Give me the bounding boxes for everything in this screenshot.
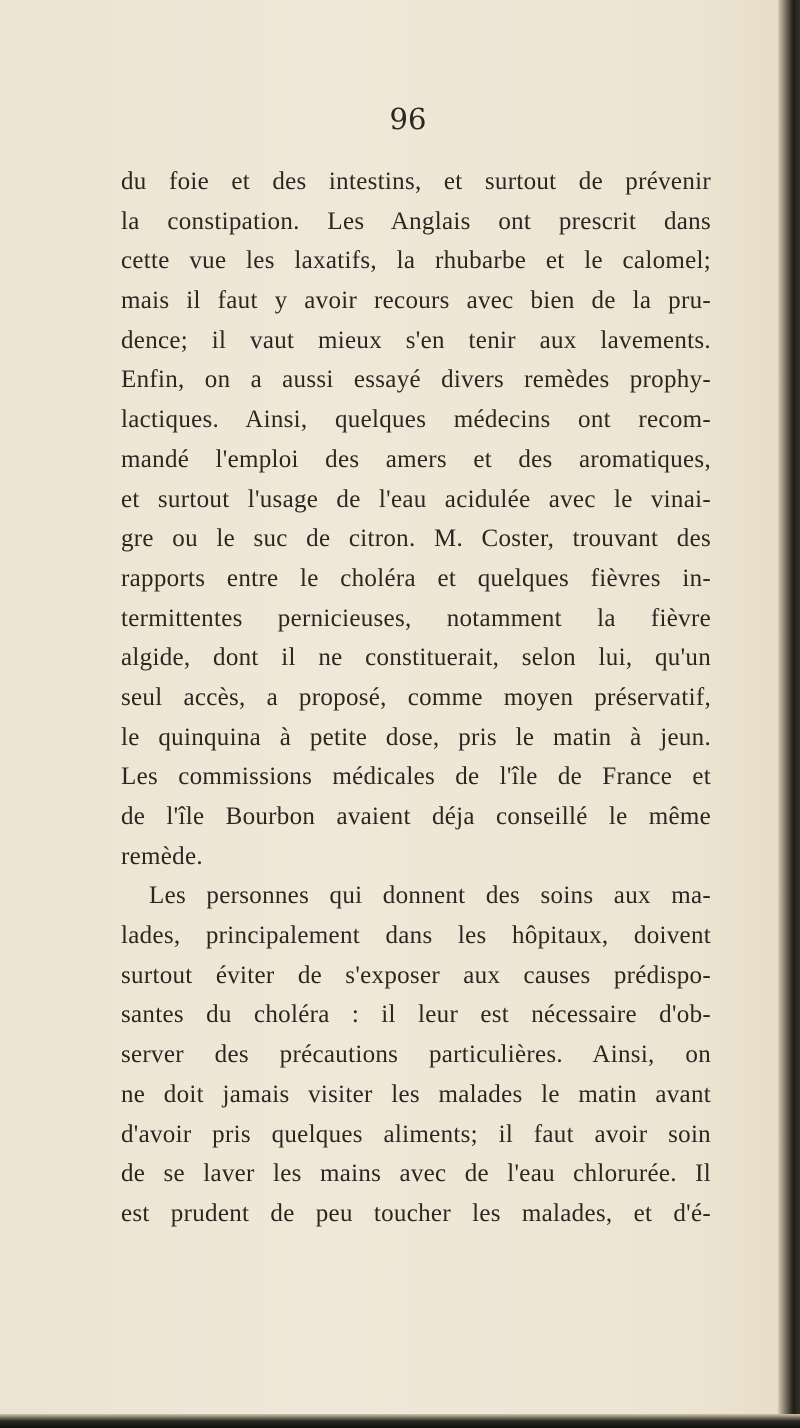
text-line: la constipation. Les Anglais ont prescrit dans: [121, 207, 711, 235]
text-line: server des précautions particulières. Ainsi, on: [121, 1041, 711, 1069]
text-line: ne doit jamais visiter les malades le matin avant: [121, 1080, 711, 1108]
text-line: cette vue les laxatifs, la rhubarbe et le calomel;: [121, 247, 711, 275]
text-line: remède.: [121, 842, 203, 870]
text-line: termittentes pernicieuses, notamment la fièvre: [121, 604, 711, 632]
text-line: d'avoir pris quelques aliments; il faut avoir soin: [121, 1120, 711, 1148]
text-line: algide, dont il ne constituerait, selon lui, qu'un: [121, 644, 711, 672]
text-line: du foie et des intestins, et surtout de prévenir: [121, 168, 711, 195]
text-line: lades, principalement dans les hôpitaux, doivent: [121, 922, 711, 950]
text-line: Enfin, on a aussi essayé divers remèdes prophy-: [121, 366, 711, 394]
text-line: gre ou le suc de citron. M. Coster, trouvant des: [121, 525, 711, 553]
text-line: de l'île Bourbon avaient déja conseillé le même: [121, 803, 711, 830]
text-line: mandé l'emploi des amers et des aromatiques,: [121, 445, 711, 473]
text-line: dence; il vaut mieux s'en tenir aux lavements.: [121, 326, 711, 354]
text-line: le quinquina à petite dose, pris le matin à jeun.: [121, 723, 711, 751]
text-line: et surtout l'usage de l'eau acidulée avec le vinai-: [121, 485, 711, 513]
text-line: rapports entre le choléra et quelques fièvres in-: [121, 564, 711, 592]
text-line: est prudent de peu toucher les malades, et d'é-: [121, 1199, 711, 1227]
page-number: 96: [389, 102, 427, 136]
text-line: mais il faut y avoir recours avec bien de la pru-: [121, 287, 711, 315]
body-text: [121, 162, 711, 1234]
text-line: Les commissions médicales de l'île de France et: [121, 763, 711, 791]
page-bottom-shadow: [0, 1414, 800, 1428]
text-line: Les personnes qui donnent des soins aux ma-: [149, 882, 711, 910]
text-line: santes du choléra : il leur est nécessaire d'ob-: [121, 1001, 711, 1029]
text-line: surtout éviter de s'exposer aux causes prédispo-: [121, 961, 711, 989]
page-binding-shadow: [778, 0, 800, 1428]
text-line: seul accès, a proposé, comme moyen préservatif,: [121, 683, 711, 711]
text-line: de se laver les mains avec de l'eau chlorurée. Il: [121, 1160, 711, 1188]
text-line: lactiques. Ainsi, quelques médecins ont recom-: [121, 406, 711, 434]
